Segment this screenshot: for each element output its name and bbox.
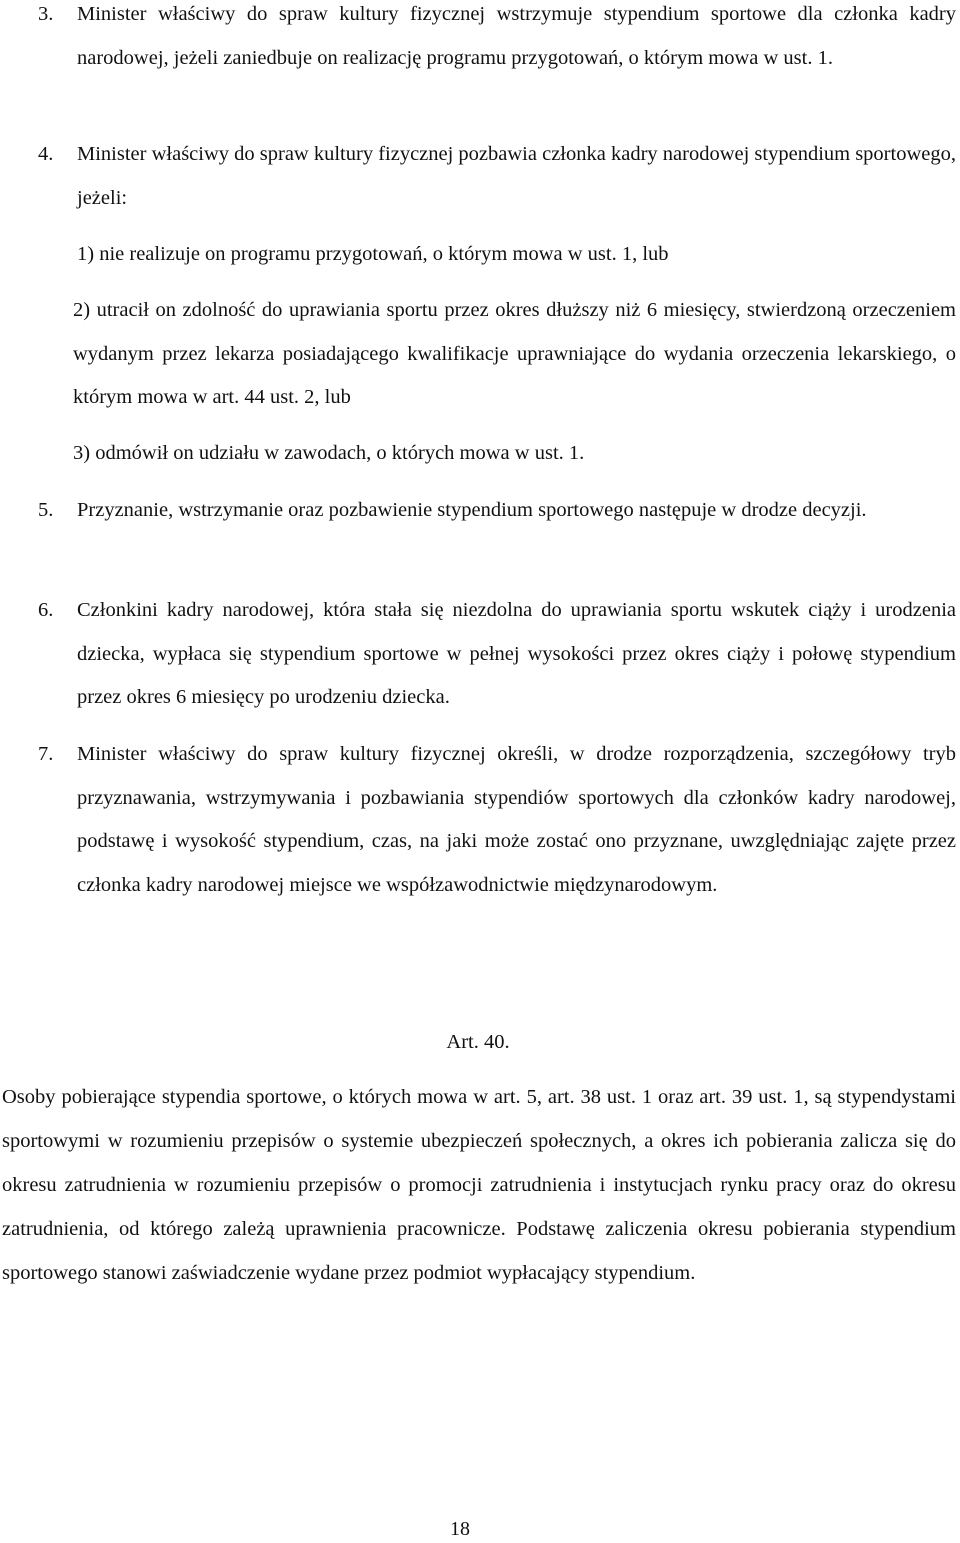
sub-item: 3) odmówił on udziału w zawodach, o których mowa w ust. 1. (73, 442, 585, 464)
item-number: 5. (38, 499, 54, 521)
item-text: Minister właściwy do spraw kultury fizycznej określi, w drodze rozporządzenia, szczegółowy tryb przyznawania, wstrzymywania i pozbawiania stypendiów sportowych dla członków kadry narodowej, podstawę i wysokość stypendium, czas, na jaki może zostać ono przyznane, uwzględniając zajęte przez członka kadry narodowej miejsce we współzawodnictwie międzynarodowym. (77, 743, 956, 896)
sub-item: 2) utracił on zdolność do uprawiania sportu przez okres dłuższy niż 6 miesięcy, stwierdzoną orzeczeniem wydanym przez lekarza posiadającego kwalifikacje uprawniające do wydania orzeczenia lekarskiego, o którym mowa w art. 44 ust. 2, lub (73, 299, 956, 409)
item-text: Przyznanie, wstrzymanie oraz pozbawienie stypendium sportowego następuje w drodze decyzji. (77, 499, 867, 521)
item-text: Minister właściwy do spraw kultury fizycznej pozbawia członka kadry narodowej stypendium sportowego, jeżeli: (77, 143, 956, 209)
article-body: Osoby pobierające stypendia sportowe, o których mowa w art. 5, art. 38 ust. 1 oraz art. 39 ust. 1, są stypendystami sportowymi w rozumieniu przepisów o systemie ubezpieczeń społecznych, a okres ich pobierania zalicza się do okresu zatrudnienia w rozumieniu przepisów o promocji zatrudnienia i instytucjach rynku pracy oraz do okresu zatrudnienia, od którego zależą uprawnienia pracownicze. Podstawę zaliczenia okresu pobierania stypendium sportowego stanowi zaświadczenie wydane przez podmiot wypłacający stypendium. (2, 1086, 956, 1284)
item-number: 7. (38, 743, 54, 765)
item-number: 6. (38, 599, 54, 621)
item-number: 4. (38, 143, 54, 165)
article-title: Art. 40. (446, 1031, 510, 1053)
item-number: 3. (38, 3, 54, 25)
item-text: Minister właściwy do spraw kultury fizycznej wstrzymuje stypendium sportowe dla członka kadry narodowej, jeżeli zaniedbuje on realizację programu przygotowań, o którym mowa w ust. 1. (77, 3, 956, 69)
item-text: Członkini kadry narodowej, która stała się niezdolna do uprawiania sportu wskutek ciąży i urodzenia dziecka, wypłaca się stypendium sportowe w pełnej wysokości przez okres ciąży i połowę stypendium przez okres 6 miesięcy po urodzeniu dziecka. (77, 599, 956, 709)
page-number: 18 (450, 1518, 470, 1540)
sub-item: 1) nie realizuje on programu przygotowań, o którym mowa w ust. 1, lub (77, 243, 669, 265)
